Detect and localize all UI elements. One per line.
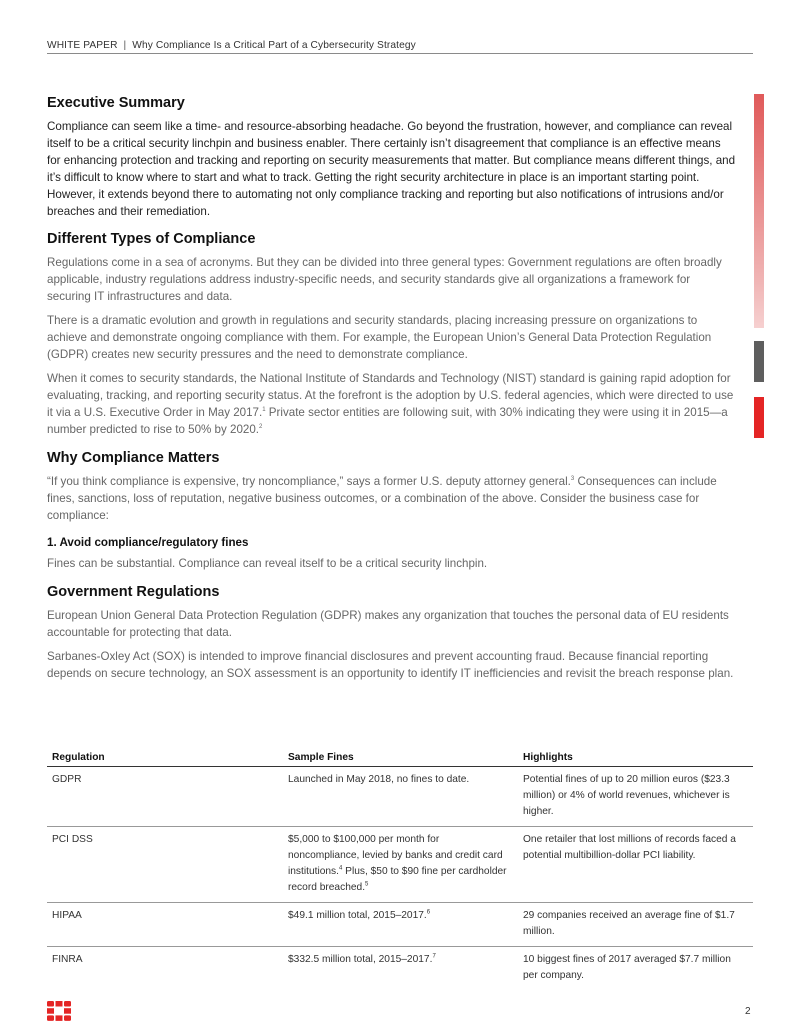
matters-paragraph-1 (47, 473, 737, 524)
government-heading: Government Regulations (47, 584, 220, 600)
cell-fines (283, 827, 518, 903)
footnote-ref-1: 1 (262, 407, 266, 414)
types-p3-text-b: Private sector entities are following suit, with 30% indicating they were using it in 2015—a number predicted to rise to 50% by 2020. (47, 406, 728, 436)
executive-summary-heading: Executive Summary (47, 95, 185, 111)
types-paragraph-3 (47, 370, 737, 438)
header-title: Why Compliance Is a Critical Part of a Cybersecurity Strategy (132, 40, 416, 51)
fortinet-logo-icon (47, 1001, 71, 1021)
cell-highlights: Potential fines of up to 20 million euros ($23.3 million) or 4% of world revenues, whichever is higher. (518, 767, 753, 827)
cell-highlights: One retailer that lost millions of records faced a potential multibillion-dollar PCI liability. (518, 827, 753, 903)
cell-regulation: HIPAA (47, 903, 283, 947)
footnote-ref-5: 5 (365, 881, 369, 888)
cell-fines (283, 947, 518, 991)
cell-fines-text: Launched in May 2018, no fines to date. (288, 774, 470, 785)
footnote-ref-2: 2 (259, 424, 263, 431)
cell-fines-text: $332.5 million total, 2015–2017. (288, 954, 433, 965)
sidebar-gradient-bar (754, 94, 764, 328)
cell-fines-text: $5,000 to $100,000 per month for noncompliance, levied by banks and credit card institutions. (288, 834, 503, 877)
matters-subheading: 1. Avoid compliance/regulatory fines (47, 536, 249, 549)
types-p3-text-a: When it comes to security standards, the National Institute of Standards and Technology (NIST) standard is gaining rapid adoption for evaluating, tracking, and reporting security status. At the forefront is the adoption by U.S. federal agencies, which were directed to use it via a U.S. Executive Order in May 2017. (47, 372, 734, 419)
cell-fines-text-b: Plus, $50 to $90 fine per cardholder record breached. (288, 866, 507, 893)
matters-p1-text-b: Consequences can include fines, sanctions, loss of reputation, negative business outcomes, or a combination of the above. Consider the business case for compliance: (47, 475, 717, 522)
matters-heading: Why Compliance Matters (47, 450, 220, 466)
cell-regulation: FINRA (52, 954, 83, 965)
cell-regulation: GDPR (47, 767, 283, 827)
cell-fines-text: $49.1 million total, 2015–2017. (288, 910, 427, 921)
cell-highlights: 29 companies received an average fine of $1.7 million. (518, 903, 753, 947)
table-row (47, 903, 753, 947)
column-header-sample-fines: Sample Fines (283, 748, 518, 767)
cell-fines (283, 903, 518, 947)
cell-fines (283, 767, 518, 827)
government-paragraph-1: European Union General Data Protection Regulation (GDPR) makes any organization that touches the personal data of EU residents accountable for protecting that data. (47, 609, 729, 639)
sidebar-red-bar (754, 397, 764, 438)
main-content (47, 94, 737, 689)
cell-highlights: 10 biggest fines of 2017 averaged $7.7 million per company. (523, 954, 731, 981)
cell-regulation: PCI DSS (47, 827, 283, 903)
matters-paragraph-2: Fines can be substantial. Compliance can reveal itself to be a critical security linchpin. (47, 557, 488, 570)
header-separator: | (123, 40, 127, 51)
table-row (47, 827, 753, 903)
types-paragraph-1: Regulations come in a sea of acronyms. But they can be divided into three general types: Government regulations are often broadly applicable, industry regulations address industry-specific needs, and security standards give all organizations a framework for securing IT infrastructures and data. (47, 256, 722, 303)
column-header-highlights: Highlights (518, 748, 753, 767)
page-header (47, 40, 753, 54)
column-header-regulation: Regulation (47, 748, 283, 767)
fines-table (47, 748, 753, 990)
footnote-ref-6: 6 (426, 909, 431, 916)
sidebar-gray-bar (754, 341, 764, 382)
table-header-row (47, 748, 753, 767)
types-heading: Different Types of Compliance (47, 231, 256, 247)
footnote-ref-3: 3 (570, 476, 575, 483)
government-paragraph-2: Sarbanes-Oxley Act (SOX) is intended to improve financial disclosures and prevent accounting fraud. Because financial reporting depends on secure technology, an SOX assessment is an opportunity to identify IT inefficiencies and revisit the breach response plan. (47, 650, 734, 680)
header-label: WHITE PAPER (47, 40, 118, 51)
page-number: 2 (745, 1006, 751, 1017)
footnote-ref-7: 7 (432, 953, 436, 960)
types-paragraph-2: There is a dramatic evolution and growth in regulations and security standards, placing increasing pressure on organizations to achieve and demonstrate ongoing compliance with them. For example, the European Union’s General Data Protection Regulation (GDPR) creates new security pressures and the need to demonstrate compliance. (47, 314, 712, 361)
table-row (47, 947, 753, 991)
matters-p1-text-a: “If you think compliance is expensive, try noncompliance,” says a former U.S. deputy attorney general. (47, 475, 571, 488)
executive-summary-body: Compliance can seem like a time- and resource-absorbing headache. Go beyond the frustration, however, and compliance can reveal itself to be a critical security linchpin and business enabler. There certainly isn’t disagreement that compliance is an effective means for enhancing protection and tracking and reporting on security measurements that matter. But compliance means different things, and it’s difficult to know where to start and what to track. Getting the right security architecture in place is an important starting point. However, it extends beyond there to automating not only compliance tracking and reporting but also notifications of intrusions and/or breaches and their remediation. (47, 120, 736, 218)
footnote-ref-4: 4 (338, 865, 343, 872)
table-row (47, 767, 753, 827)
